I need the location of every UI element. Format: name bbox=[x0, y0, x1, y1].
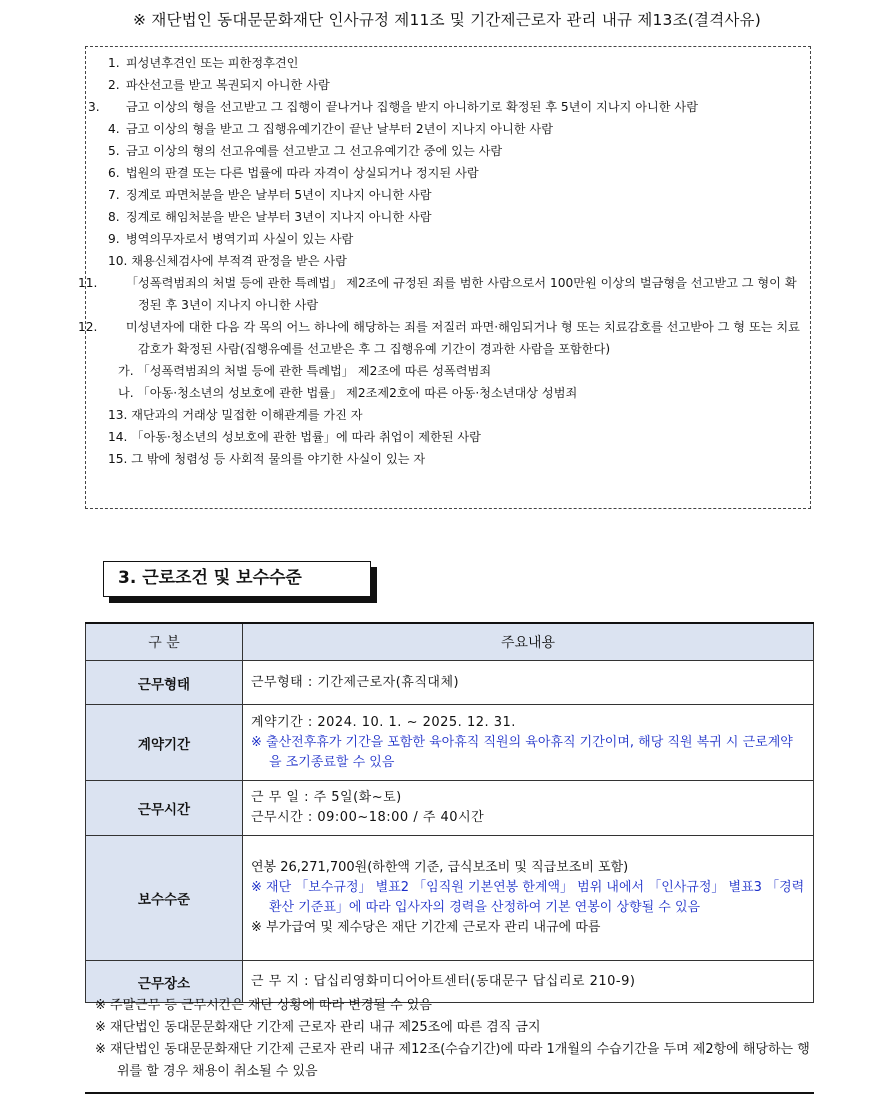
criteria-item: 8. 징계로 해임처분을 받은 날부터 3년이 지나지 아니한 사람 bbox=[108, 210, 432, 224]
criteria-item: 13. 재단과의 거래상 밀접한 이해관계를 가진 자 bbox=[108, 408, 363, 422]
table-row bbox=[86, 836, 814, 961]
criteria-item: 14. 「아동·청소년의 성보호에 관한 법률」에 따라 취업이 제한된 사람 bbox=[108, 430, 481, 444]
criteria-item: 1. 피성년후견인 또는 피한정후견인 bbox=[108, 56, 299, 70]
row-content-contract: 계약기간 : 2024. 10. 1. ~ 2025. 12. 31. ※ 출산전후휴가 기간을 포함한 육아휴직 직원의 육아휴직 기간이며, 해당 직원 복귀 시 근로계약을 조기종료할 수 있음 bbox=[243, 705, 814, 781]
criteria-item: 9. 병역의무자로서 병역기피 사실이 있는 사람 bbox=[108, 232, 354, 246]
criteria-item: 3. 금고 이상의 형을 선고받고 그 집행이 끝나거나 집행을 받지 아니하기로 확정된 후 5년이 지나지 아니한 사람 bbox=[88, 100, 698, 114]
row-label-contract: 계약기간 bbox=[86, 705, 243, 781]
table-header-category: 구 분 bbox=[86, 623, 243, 661]
row-label-work-type: 근무형태 bbox=[86, 661, 243, 705]
table-row bbox=[86, 661, 814, 705]
contract-note: ※ 출산전후휴가 기간을 포함한 육아휴직 직원의 육아휴직 기간이며, 해당 직원 복귀 시 근로계약을 조기종료할 수 있음 bbox=[251, 734, 793, 770]
criteria-item: 7. 징계로 파면처분을 받은 날부터 5년이 지나지 아니한 사람 bbox=[108, 188, 432, 202]
pay-note: ※ 재단 「보수규정」 별표2 「임직원 기본연봉 한계액」 범위 내에서 「인사규정」 별표3 「경력환산 기준표」에 따라 입사자의 경력을 산정하여 기본 연봉이 상향될 수 있음 bbox=[251, 880, 805, 915]
criteria-subitem: 나. 「아동·청소년의 성보호에 관한 법률」 제2조제2호에 따른 아동·청소년대상 성범죄 bbox=[118, 386, 578, 400]
row-content-pay: 연봉 26,271,700원(하한액 기준, 급식보조비 및 직급보조비 포함) ※ 재단 「보수규정」 별표2 「임직원 기본연봉 한계액」 범위 내에서 「인사규정」 별표3 「경력환산 기준표」에 따라 입사자의 경력을 산정하여 기본 연봉이 상향될 수 있음 ※ 부가급여 및 제수당은 재단 기간제 근로자 관리 내규에 따름 bbox=[243, 836, 814, 961]
row-content-place: 근 무 지 : 답십리영화미디어아트센터(동대문구 답십리로 210-9) bbox=[243, 961, 814, 1003]
criteria-item: 12. 미성년자에 대한 다음 각 목의 어느 하나에 해당하는 죄를 저질러 파면·해임되거나 형 또는 치료감호를 선고받아 그 형 또는 치료감호가 확정된 사람(집행유예를 선고받은 후 그 집행유예 기간이 경과한 사람을 포함한다) bbox=[78, 320, 800, 356]
criteria-subitem: 가. 「성폭력범죄의 처벌 등에 관한 특례법」 제2조에 따른 성폭력범죄 bbox=[118, 364, 492, 378]
criteria-item: 5. 금고 이상의 형의 선고유예를 선고받고 그 선고유예기간 중에 있는 사람 bbox=[108, 144, 503, 158]
criteria-item: 2. 파산선고를 받고 복권되지 아니한 사람 bbox=[108, 78, 330, 92]
table-row bbox=[86, 781, 814, 836]
row-label-place: 근무장소 bbox=[86, 961, 243, 1003]
pay-note-allowance: ※ 부가급여 및 제수당은 재단 기간제 근로자 관리 내규에 따름 bbox=[251, 920, 601, 935]
criteria-item: 6. 법원의 판결 또는 다른 법률에 따라 자격이 상실되거나 정지된 사람 bbox=[108, 166, 479, 180]
row-label-hours: 근무시간 bbox=[86, 781, 243, 836]
row-content-hours: 근 무 일 : 주 5일(화~토) 근무시간 : 09:00~18:00 / 주 40시간 bbox=[243, 781, 814, 836]
table-row bbox=[86, 705, 814, 781]
footnote: ※ 재단법인 동대문문화재단 기간제 근로자 관리 내규 제12조(수습기간)에 따라 1개월의 수습기간을 두며 제2항에 해당하는 행위를 할 경우 채용이 취소될 수 있음 bbox=[95, 1042, 810, 1079]
criteria-item: 15. 그 밖에 청렴성 등 사회적 물의를 야기한 사실이 있는 자 bbox=[108, 452, 426, 466]
footnote: ※ 주말근무 등 근무시간은 재단 상황에 따라 변경될 수 있음 bbox=[95, 998, 432, 1013]
criteria-item: 4. 금고 이상의 형을 받고 그 집행유예기간이 끝난 날부터 2년이 지나지 아니한 사람 bbox=[108, 122, 553, 136]
page-title: ※ 재단법인 동대문문화재단 인사규정 제11조 및 기간제근로자 관리 내규 제13조(결격사유) bbox=[133, 11, 761, 29]
criteria-item: 10. 채용신체검사에 부적격 판정을 받은 사람 bbox=[108, 254, 347, 268]
section-heading: 3. 근로조건 및 보수수준 bbox=[103, 561, 371, 597]
work-conditions-table bbox=[85, 622, 814, 1003]
disqualification-criteria-box bbox=[78, 46, 811, 509]
row-label-pay: 보수수준 bbox=[86, 836, 243, 961]
bottom-divider bbox=[85, 1092, 814, 1094]
row-content-work-type: 근무형태 : 기간제근로자(휴직대체) bbox=[243, 661, 814, 705]
footnote: ※ 재단법인 동대문문화재단 기간제 근로자 관리 내규 제25조에 따른 겸직 금지 bbox=[95, 1020, 541, 1035]
footnotes bbox=[95, 995, 815, 1083]
criteria-item: 11. 「성폭력범죄의 처벌 등에 관한 특례법」 제2조에 규정된 죄를 범한 사람으로서 100만원 이상의 벌금형을 선고받고 그 형이 확정된 후 3년이 지나지 아니한 사람 bbox=[78, 276, 797, 312]
table-header-content: 주요내용 bbox=[243, 623, 814, 661]
